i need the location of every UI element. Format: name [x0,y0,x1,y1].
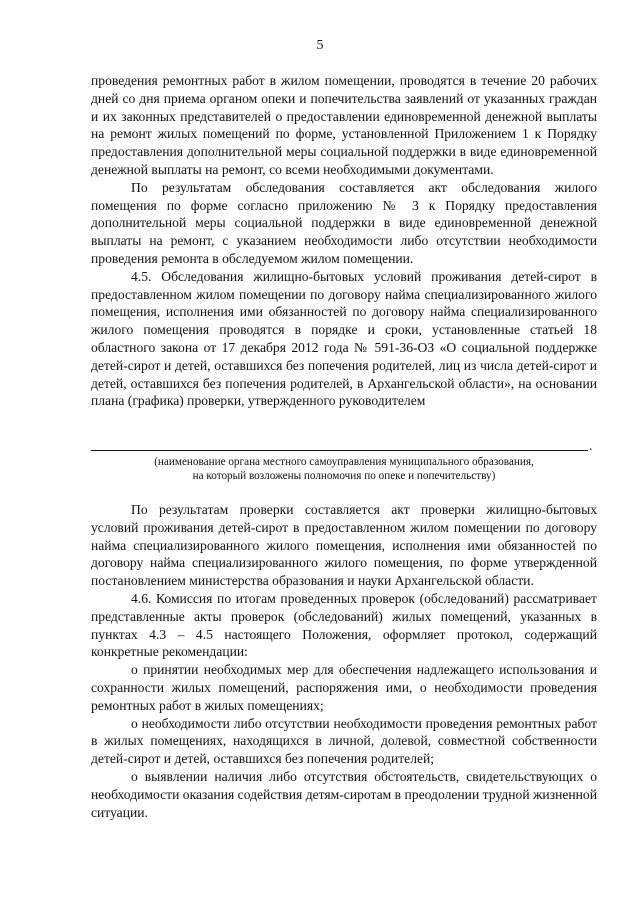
paragraph-inspection-act: По результатам обследования составляется акт обследования жилого помещения по форме согласно приложению № 3 к Порядку предоставления дополнительной меры социальной поддержки в виде единовременной денежной выплаты на ремонт, с указанием необходимости либо отсутствии необходимости проведения ремонта в обследуемом жилом помещении. [91,179,597,266]
paragraph-section-4-5: 4.5. Обследования жилищно-бытовых условий проживания детей-сирот в предоставленном жилом помещении по договору найма специализированного жилого помещения, исполнения ими обязанностей по договору найма специализированного жилого помещения проводятся в порядке и сроки, установленные статьей 18 областного закона от 17 декабря 2012 года № 591-36-ОЗ «О социальной поддержке детей-сирот и детей, оставшихся без попечения родителей, лиц из числа детей-сирот и детей, оставшихся без попечения родителей, в Архангельской области», на основании плана (графика) проверки, утвержденного руководителем [91,268,597,409]
list-item-recommendation: о необходимости либо отсутствии необходимости проведения ремонтных работ в жилых помещениях, находящихся в личной, долевой, совместной собственности детей-сирот и детей, оставшихся без попечения родителей; [91,715,597,767]
paragraph-check-act: По результатам проверки составляется акт проверки жилищно-бытовых условий проживания детей-сирот в предоставленном жилом помещении по договору найма специализированного жилого помещения, исполнения ими обязанностей по договору найма специализированного жилого помещения, по форме утвержденной постановлением министерства образования и науки Архангельской области. [91,502,597,589]
paragraph-continuation: проведения ремонтных работ в жилом помещении, проводятся в течение 20 рабочих дней со дня приема органом опеки и попечительства заявлений от указанных граждан и их законных представителей о предоставлении единовременной денежной выплаты на ремонт жилых помещений по форме, установленной Приложением 1 к Порядку предоставления дополнительной меры социальной поддержки в виде единовременной денежной выплаты на ремонт, со всеми необходимыми документами. [91,73,597,177]
page-number: 5 [316,38,324,53]
list-item-recommendation: о выявлении наличия либо отсутствия обстоятельств, свидетельствующих о необходимости оказания содействия детям-сиротам в преодолении трудной жизненной ситуации. [91,768,597,820]
caption-line: на который возложены полномочия по опеке и попечительству) [192,470,496,483]
blank-caption [91,455,597,484]
caption-line: (наименование органа местного самоуправления муниципального образования, [154,456,534,468]
text-block-top [91,72,597,410]
list-item-recommendation: о принятии необходимых мер для обеспечения надлежащего использования и сохранности жилых помещений, распоряжения ими, о необходимости проведения ремонтных работ в жилых помещениях; [91,662,597,713]
fill-in-blank-line [91,450,588,451]
blank-terminator: . [589,438,593,453]
paragraph-section-4-6: 4.6. Комиссия по итогам проведенных проверок (обследований) рассматривает представленные акты проверок (обследований) жилых помещений, указанных в пунктах 4.3 – 4.5 настоящего Положения, оформляет протокол, содержащий конкретные рекомендации: [91,590,597,660]
text-block-bottom [91,501,597,821]
